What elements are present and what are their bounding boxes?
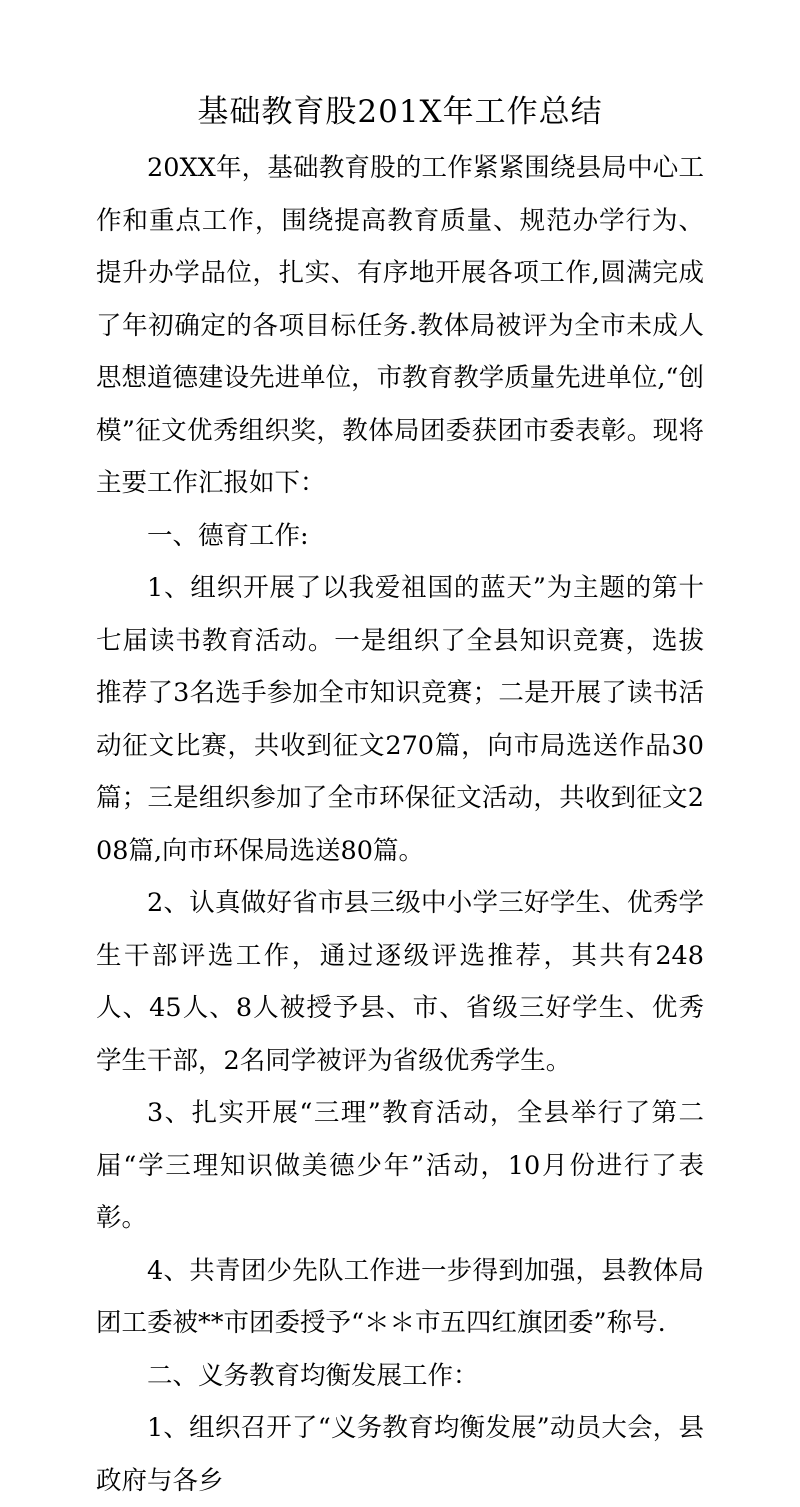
paragraph-item-3: 3、扎实开展“三理”教育活动，全县举行了第二届“学三理知识做美德少年”活动，10月份进行了表彰。	[96, 1098, 704, 1233]
paragraph-intro: 20XX年，基础教育股的工作紧紧围绕县局中心工作和重点工作，围绕提高教育质量、规范办学行为、提升办学品位，扎实、有序地开展各项工作,圆满完成了年初确定的各项目标任务.教体局被评为全市未成人思想道德建设先进单位，市教育教学质量先进单位,“创模”征文优秀组织奖，教体局团委获团市委表彰。现将主要工作汇报如下：	[96, 153, 704, 498]
paragraph-item-4: 4、共青团少先队工作进一步得到加强，县教体局团工委被**市团委授予“＊＊市五四红旗团委”称号.	[96, 1255, 704, 1338]
section-heading-moral-education: 一、德育工作:	[147, 520, 309, 551]
paragraph-item-2: 2、认真做好省市县三级中小学三好学生、优秀学生干部评选工作，通过逐级评选推荐，其共有248人、45人、8人被授予县、市、省级三好学生、优秀学生干部，2名同学被评为省级优秀学生。	[96, 888, 704, 1076]
document-title: 基础教育股201X年工作总结	[197, 94, 603, 130]
paragraph-section2-item-1: 1、组织召开了“义务教育均衡发展”动员大会，县政府与各乡	[96, 1413, 704, 1496]
paragraph-item-1: 1、组织开展了以我爱祖国的蓝天”为主题的第十七届读书教育活动。一是组织了全县知识竞赛，选拔推荐了3名选手参加全市知识竞赛；二是开展了读书活动征文比赛，共收到征文270篇，向市局选送作品30篇；三是组织参加了全市环保征文活动，共收到征文208篇,向市环保局选送80篇。	[96, 573, 704, 866]
section-heading-compulsory-education: 二、义务教育均衡发展工作：	[147, 1360, 479, 1391]
